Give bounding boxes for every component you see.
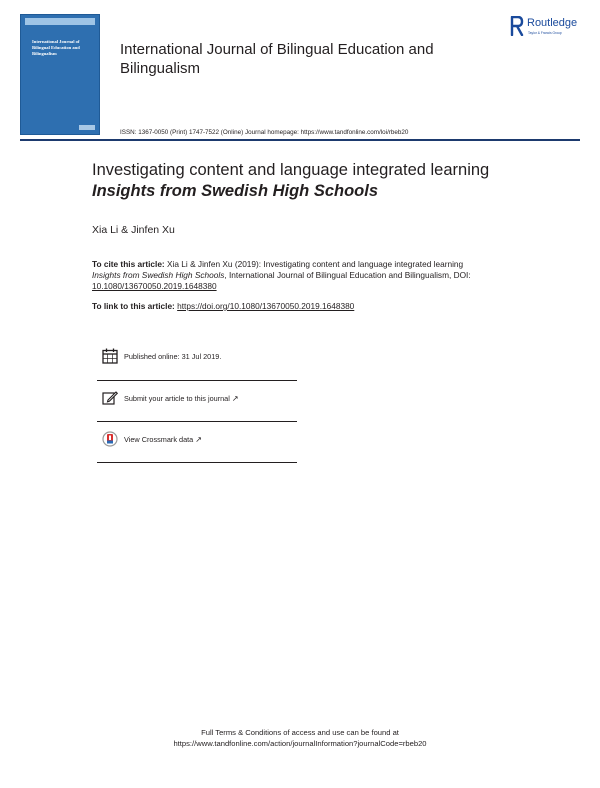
journal-homepage-link[interactable]: https://www.tandfonline.com/loi/rbeb20 <box>300 129 409 136</box>
header-divider <box>20 139 580 141</box>
publisher-tagline: Taylor & Francis Group <box>528 31 562 35</box>
info-divider <box>97 380 297 381</box>
article-authors: Xia Li & Jinfen Xu <box>92 224 175 236</box>
calendar-icon <box>102 348 118 364</box>
citation-label: To cite this article: <box>92 259 165 269</box>
submit-article-link[interactable] <box>124 394 239 403</box>
crossmark-link[interactable] <box>124 435 202 444</box>
info-divider <box>97 421 297 422</box>
cover-header-strip <box>25 18 95 25</box>
cover-publisher-logo <box>79 125 95 130</box>
issn-text: ISSN: 1367-0050 (Print) 1747-7522 (Online) Journal homepage: <box>120 129 299 136</box>
published-online-text: Published online: 31 Jul 2019. <box>124 352 222 361</box>
info-divider <box>97 462 297 463</box>
journal-title: International Journal of Bilingual Education and Bilingualism <box>120 41 434 77</box>
external-link-icon: ↗ <box>195 435 202 444</box>
article-title <box>92 160 532 202</box>
published-online-item <box>97 340 297 380</box>
journal-cover <box>20 14 100 135</box>
publisher-logo <box>510 16 590 40</box>
article-link-label: To link to this article: <box>92 301 175 311</box>
submit-article-icon <box>102 390 118 406</box>
routledge-r-icon <box>510 16 524 36</box>
external-link-icon: ↗ <box>231 394 239 403</box>
citation-subtitle: Insights from Swedish High Schools <box>92 270 225 280</box>
footer-terms-link[interactable]: https://www.tandfonline.com/action/journalInformation?journalCode=rbeb20 <box>173 739 427 748</box>
cover-title: International Journal of Bilingual Education and Bilingualism <box>32 39 80 56</box>
citation-text: Xia Li & Jinfen Xu (2019): Investigating content and language integrated learning <box>167 259 464 269</box>
crossmark-item[interactable] <box>97 423 297 463</box>
crossmark-icon <box>102 431 118 447</box>
citation-block <box>92 259 492 292</box>
submit-article-item[interactable] <box>97 382 297 422</box>
publisher-name: Routledge <box>527 17 578 29</box>
submit-article-text: Submit your article to this journal <box>124 394 230 403</box>
article-doi-link[interactable]: https://doi.org/10.1080/13670050.2019.1648380 <box>177 301 355 311</box>
article-title-subtitle: Insights from Swedish High Schools <box>92 182 379 200</box>
citation-doi-link[interactable]: 10.1080/13670050.2019.1648380 <box>92 281 217 291</box>
issn-line <box>120 129 408 136</box>
crossmark-text: View Crossmark data <box>124 435 194 444</box>
citation-journal: , International Journal of Bilingual Education and Bilingualism, DOI: <box>224 270 471 280</box>
footer <box>0 727 600 749</box>
article-link-line <box>92 301 354 311</box>
footer-terms-text: Full Terms & Conditions of access and use can be found at <box>201 728 399 737</box>
article-title-main: Investigating content and language integrated learning <box>92 161 490 179</box>
